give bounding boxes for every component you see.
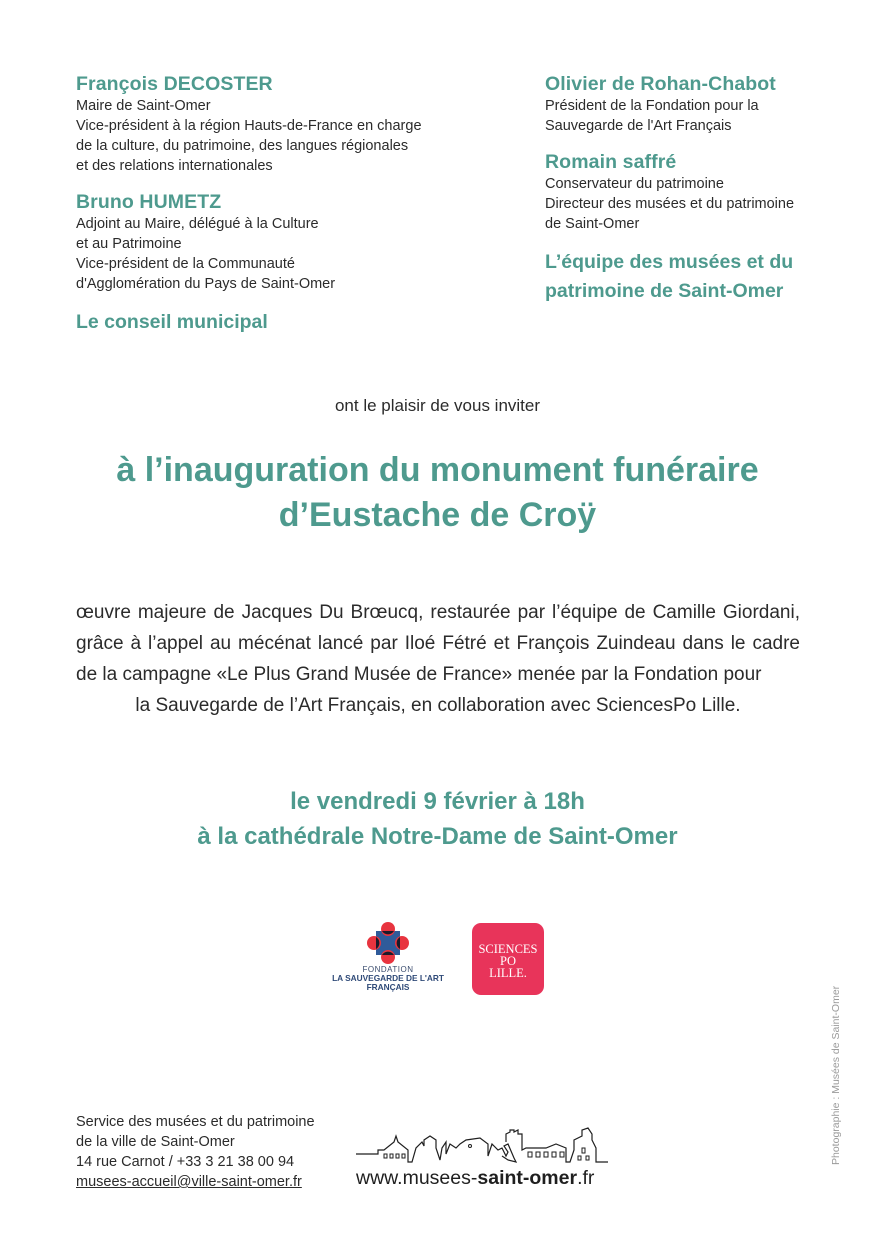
fondation-emblem-icon: [365, 921, 411, 965]
host-role: de Saint-Omer: [545, 216, 640, 232]
title-line: d’Eustache de Croÿ: [278, 496, 597, 534]
sciencespo-lille-logo: [472, 923, 544, 995]
invite-line: ont le plaisir de vous inviter: [334, 396, 541, 415]
host-saffre: [545, 150, 855, 234]
website-link[interactable]: [356, 1167, 594, 1190]
host-role: Conservateur du patrimoine: [545, 176, 724, 192]
host-role: Sauvegarde de l'Art Français: [545, 118, 732, 134]
hosts-left-column: [76, 72, 516, 337]
host-role: et au Patrimoine: [76, 236, 182, 252]
host-role: Directeur des musées et du patrimoine: [545, 196, 795, 212]
fondation-label: FONDATION: [362, 965, 414, 974]
event-description: [76, 597, 800, 721]
saint-omer-skyline-icon: [356, 1126, 612, 1168]
website-bold: saint-omer: [477, 1167, 578, 1189]
host-role: Vice-président à la région Hauts-de-France en charge: [76, 118, 422, 134]
fondation-name: FRANÇAIS: [366, 982, 410, 992]
contact-line: de la ville de Saint-Omer: [76, 1134, 235, 1150]
host-decoster: [76, 72, 516, 176]
host-name: François DECOSTER: [76, 73, 273, 95]
host-role: Adjoint au Maire, délégué à la Culture: [76, 216, 319, 232]
sciencespo-line: PO: [500, 954, 516, 968]
event-date: le vendredi 9 février à 18h: [290, 788, 585, 815]
contact-line: 14 rue Carnot / +33 3 21 38 00 94: [76, 1154, 295, 1170]
title-line: à l’inauguration du monument funéraire: [116, 451, 759, 489]
host-role: d'Agglomération du Pays de Saint-Omer: [76, 276, 336, 292]
host-role: Maire de Saint-Omer: [76, 98, 211, 114]
host-name: Bruno HUMETZ: [76, 191, 222, 213]
host-role: et des relations internationales: [76, 158, 273, 174]
event-location: à la cathédrale Notre-Dame de Saint-Omer: [197, 823, 678, 850]
website-prefix: www.musees-: [356, 1167, 478, 1189]
website-suffix: .fr: [577, 1167, 595, 1189]
host-role: de la culture, du patrimoine, des langues régionales: [76, 138, 409, 154]
group-line: patrimoine de Saint-Omer: [545, 280, 784, 302]
host-name: Olivier de Rohan-Chabot: [545, 73, 776, 95]
host-humetz: [76, 190, 516, 294]
sciencespo-line: LILLE.: [489, 966, 527, 980]
group-conseil-municipal: Le conseil municipal: [76, 311, 268, 333]
sciencespo-line: SCIENCES: [478, 942, 538, 956]
photo-credit: Photographie : Musées de Saint-Omer: [830, 985, 842, 1165]
contact-line: Service des musées et du patrimoine: [76, 1114, 315, 1130]
description-last-line: la Sauvegarde de l’Art Français, en collaboration avec SciencesPo Lille.: [135, 695, 741, 716]
host-role: Président de la Fondation pour la: [545, 98, 759, 114]
event-title: [0, 448, 875, 538]
event-datetime-location: [0, 784, 875, 854]
host-name: Romain saffré: [545, 151, 677, 173]
group-equipe-musees: [545, 248, 855, 306]
group-line: L’équipe des musées et du: [545, 251, 794, 273]
description-main: œuvre majeure de Jacques Du Brœucq, restaurée par l’équipe de Camille Giordani, grâce à l’appel au mécénat lancé par Iloé Fétré et François Zuindeau dans le cadre de la campagne «Le Plus Grand Musée de France» menée par la Fondation pour: [76, 602, 800, 685]
fondation-name: LA SAUVEGARDE DE L'ART: [332, 973, 444, 983]
contact-block: [76, 1112, 315, 1192]
host-role: Vice-président de la Communauté: [76, 256, 295, 272]
hosts-right-column: [545, 72, 855, 306]
fondation-sauvegarde-logo: [326, 921, 450, 993]
host-rohan-chabot: [545, 72, 855, 136]
contact-email-link[interactable]: musees-accueil@ville-saint-omer.fr: [76, 1174, 302, 1190]
